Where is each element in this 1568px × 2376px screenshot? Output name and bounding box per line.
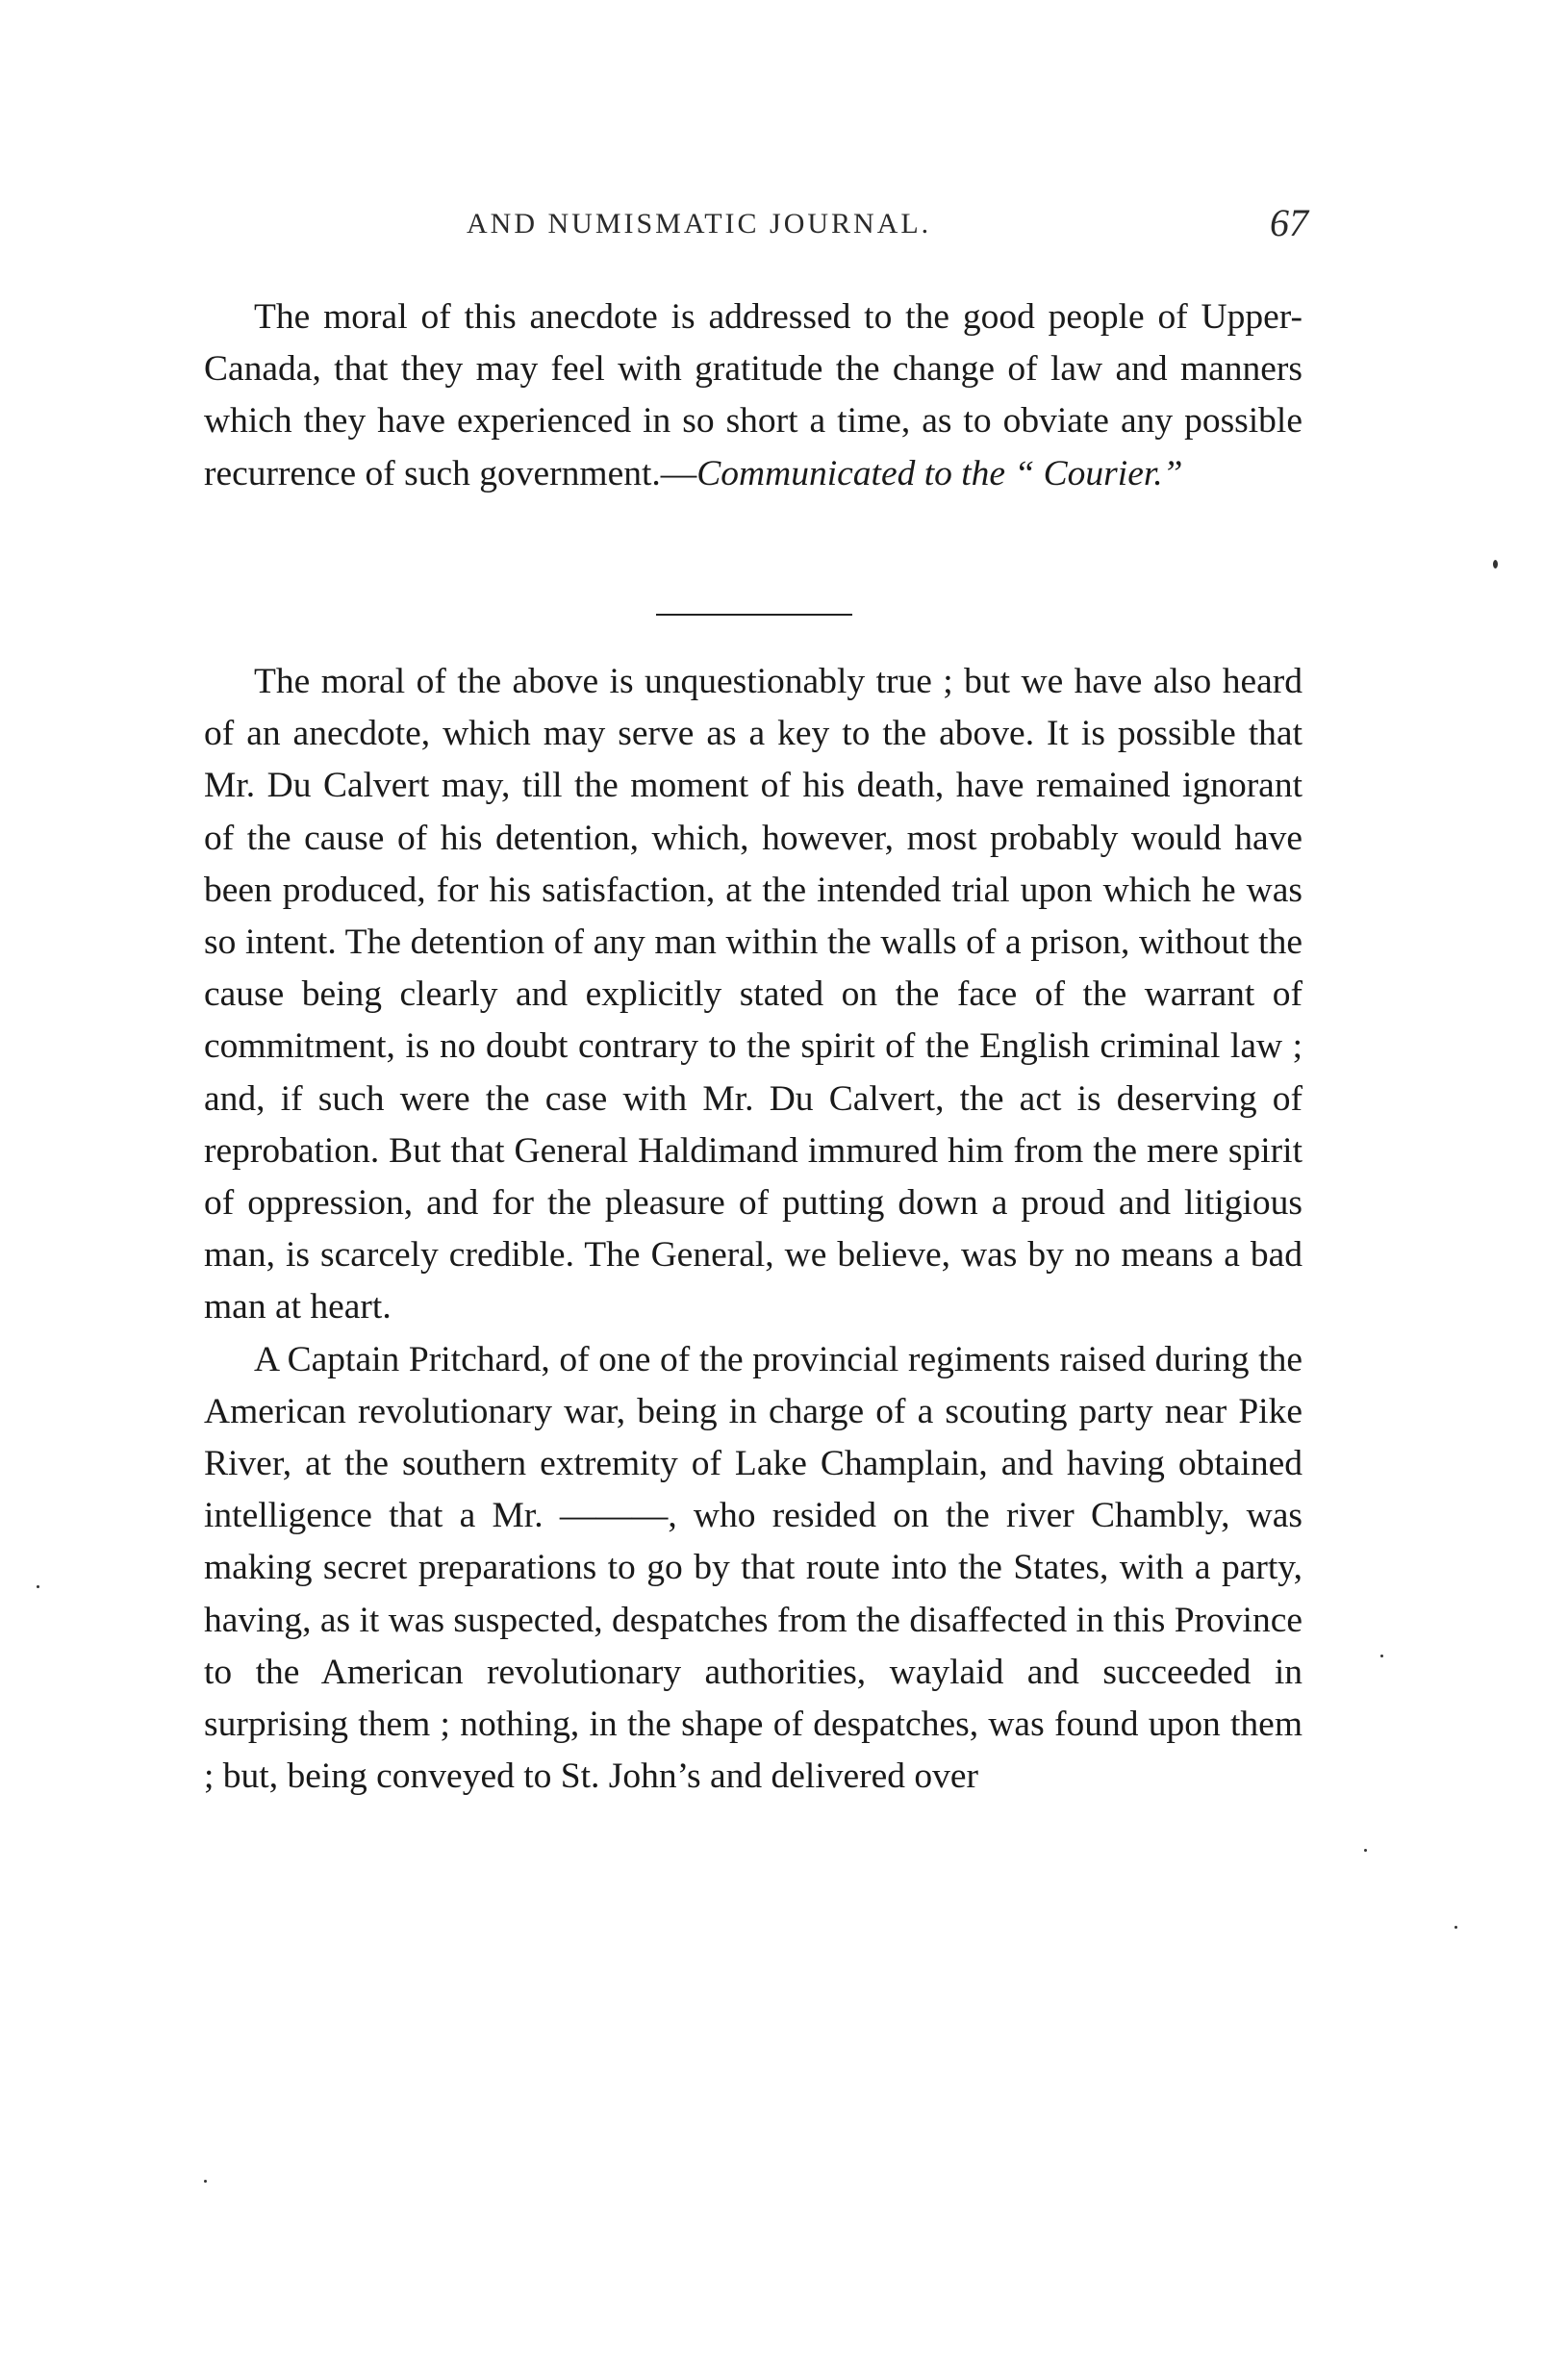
moral-paragraph-text: The moral of this anecdote is addressed to the good people of Upper-Canada, that they may feel with gratitude the change of law and manners which they have experienced in so short a time, as to obviate any possible recurrence of such government.— [204, 297, 1302, 493]
running-title: AND NUMISMATIC JOURNAL. [467, 208, 932, 240]
scan-speck [37, 1585, 39, 1588]
page-number: 67 [1270, 201, 1308, 244]
pritchard-paragraph: A Captain Pritchard, of one of the provincial regiments raised during the American revolutionary war, being in charge of a scouting party near Pike River, at the southern extremity of Lake Champlain, and having obtained intelligence that a Mr. ———, who resided on the river Chambly, was making secret preparations to go by that route into the States, with a party, having, as it was suspected, despatches from the disaffected in this Province to the American revolutionary authorities, waylaid and succeeded in surprising them ; nothing, in the shape of despatches, was found upon them ; but, being conveyed to St. John’s and delivered over [204, 1339, 1302, 1797]
running-head [202, 200, 1308, 248]
scan-speck [1454, 1926, 1457, 1929]
commentary-block [204, 656, 1302, 1803]
scan-speck [1364, 1849, 1367, 1852]
scan-speck [1493, 560, 1498, 569]
attribution: Communicated to the “ Courier.” [696, 453, 1183, 493]
scan-speck [204, 2180, 207, 2183]
communicated-anecdote-block [204, 291, 1302, 500]
moral-paragraph [204, 291, 1302, 500]
section-divider [656, 614, 852, 616]
scan-speck [1380, 1655, 1383, 1657]
commentary-paragraph: The moral of the above is unquestionably true ; but we have also heard of an anecdote, which may serve as a key to the above. It is possible that Mr. Du Calvert may, till the moment of his death, have remained ignorant of the cause of his detention, which, however, most probably would have been produced, for his satisfaction, at the intended trial upon which he was so intent. The detention of any man within the walls of a prison, without the cause being clearly and explicitly stated on the face of the warrant of commitment, is no doubt contrary to the spirit of the English criminal law ; and, if such were the case with Mr. Du Calvert, the act is deserving of reprobation. But that General Haldimand immured him from the mere spirit of oppression, and for the pleasure of putting down a proud and litigious man, is scarcely credible. The General, we believe, was by no means a bad man at heart. [204, 662, 1302, 1327]
